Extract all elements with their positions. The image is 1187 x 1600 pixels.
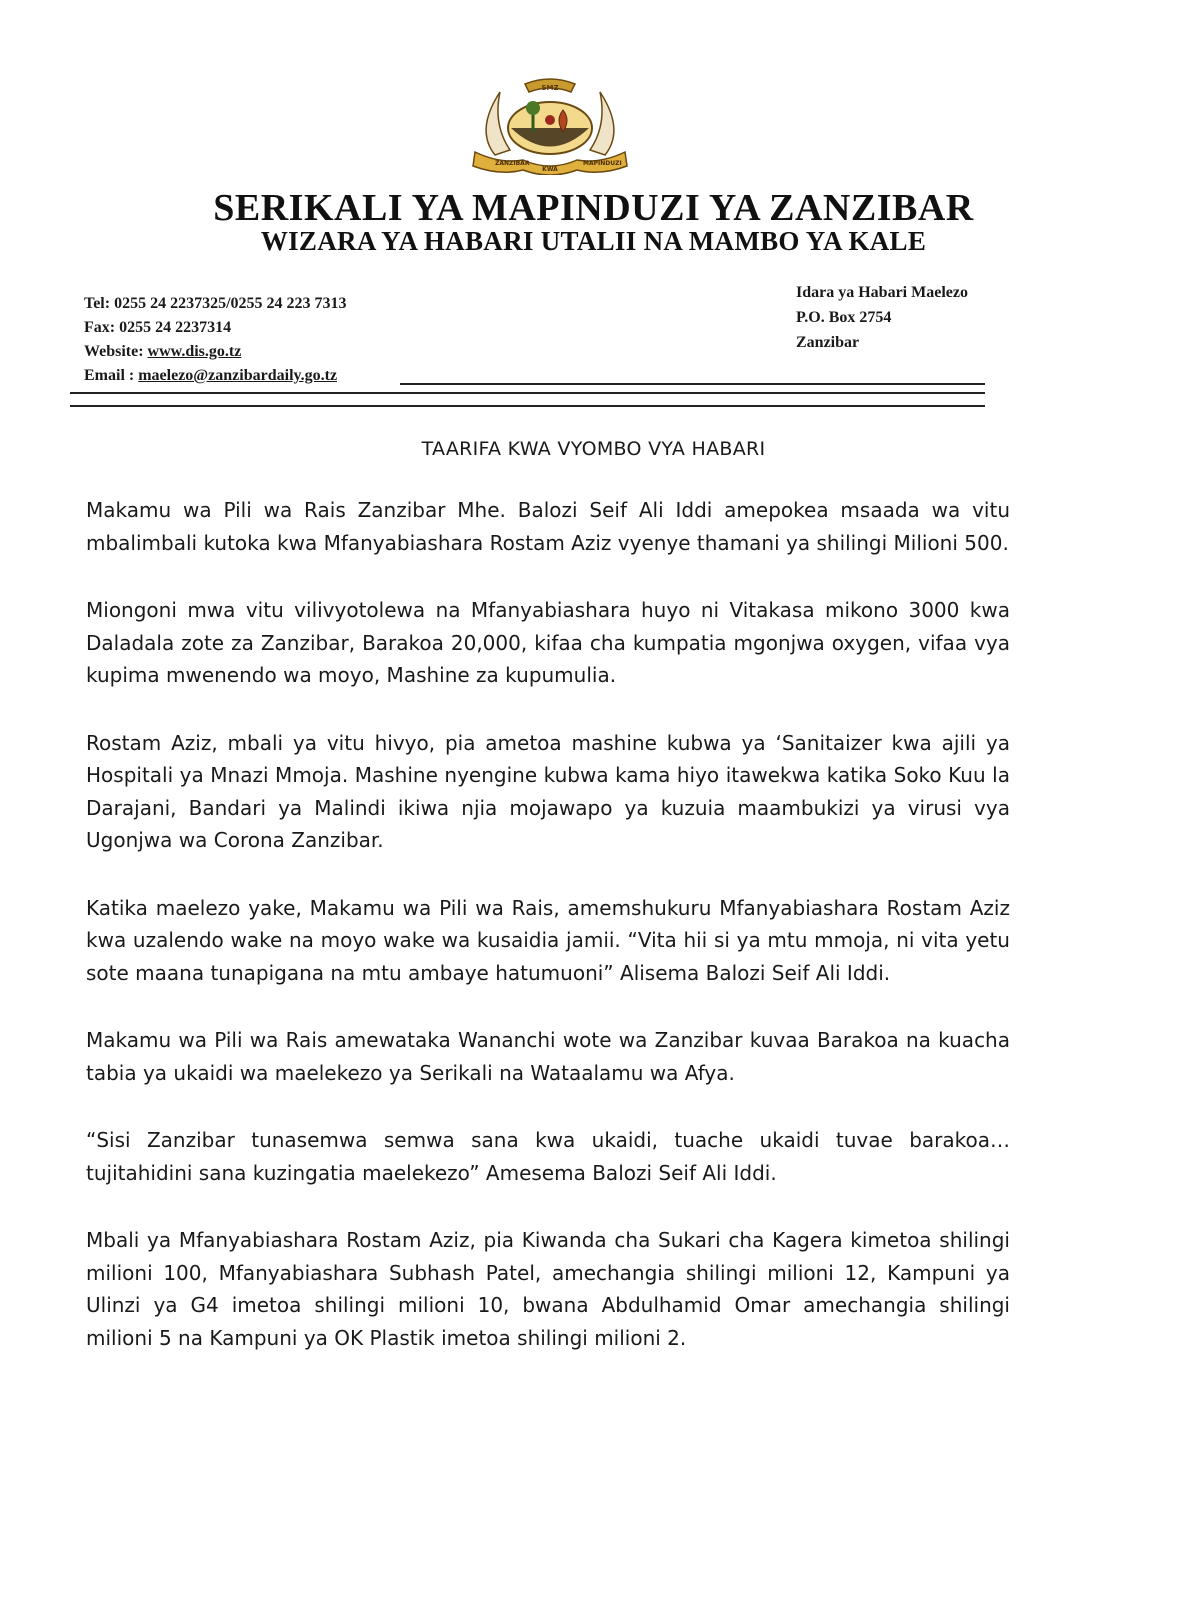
zanzibar-coat-of-arms-icon <box>455 70 645 175</box>
email-line <box>84 364 347 388</box>
website-line <box>84 340 347 364</box>
address-department: Idara ya Habari Maelezo <box>796 284 968 301</box>
emblem-banner-left: ZANZIBAR <box>495 160 530 167</box>
fax-line: Fax: 0255 24 2237314 <box>84 319 232 336</box>
paragraph: Makamu wa Pili wa Rais amewataka Wananchi wote wa Zanzibar kuvaa Barakoa na kuacha tabia ya ukaidi wa maelekezo ya Serikali na Wataalamu wa Afya. <box>86 1028 1010 1085</box>
header-divider <box>70 405 985 407</box>
address-city: Zanzibar <box>796 334 860 351</box>
paragraph: Katika maelezo yake, Makamu wa Pili wa Rais, amemshukuru Mfanyabiashara Rostam Aziz kwa uzalendo wake na moyo wake wa kusaidia jamii. “Vita hii si ya mtu mmoja, ni vita yetu sote maana tunapigana na mtu ambaye hatumuoni” Alisema Balozi Seif Ali Iddi. <box>86 895 1010 985</box>
address-block <box>796 280 968 355</box>
paragraph: Miongoni mwa vitu vilivyotolewa na Mfanyabiashara huyo ni Vitakasa mikono 3000 kwa Daladala zote za Zanzibar, Barakoa 20,000, kifaa cha kumpatia mgonjwa oxygen, vifaa vya kupima mwenendo wa moyo, Mashine za kupumulia. <box>86 598 1010 687</box>
header-divider <box>70 392 985 394</box>
website-label: Website: <box>84 343 148 360</box>
email-label: Email : <box>84 367 139 384</box>
press-release-body <box>86 494 1010 1354</box>
address-po-box: P.O. Box 2754 <box>796 309 892 326</box>
emblem-banner-right: MAPINDUZI <box>583 160 622 167</box>
ministry-title: WIZARA YA HABARI UTALII NA MAMBO YA KALE <box>260 226 927 256</box>
paragraph: Makamu wa Pili wa Rais Zanzibar Mhe. Balozi Seif Ali Iddi amepokea msaada wa vitu mbalimbali kutoka kwa Mfanyabiashara Rostam Aziz vyenye thamani ya shilingi Milioni 500. <box>86 498 1010 555</box>
paragraph: Mbali ya Mfanyabiashara Rostam Aziz, pia Kiwanda cha Sukari cha Kagera kimetoa shilingi milioni 100, Mfanyabiashara Subhash Patel, amechangia shilingi milioni 12, Kampuni ya Ulinzi ya G4 imetoa shilingi milioni 10, bwana Abdulhamid Omar amechangia shilingi milioni 5 na Kampuni ya OK Plastik imetoa shilingi milioni 2. <box>86 1228 1010 1350</box>
contact-block <box>84 292 347 388</box>
emblem-banner-center: KWA <box>542 166 558 173</box>
government-title: SERIKALI YA MAPINDUZI YA ZANZIBAR <box>213 187 974 229</box>
header-divider <box>400 383 985 385</box>
paragraph: Rostam Aziz, mbali ya vitu hivyo, pia ametoa mashine kubwa ya ‘Sanitaizer kwa ajili ya Hospitali ya Mnazi Mmoja. Mashine nyengine kubwa kama hiyo itawekwa katika Soko Kuu la Darajani, Bandari ya Malindi ikiwa njia mojawapo ya kuzuia maambukizi ya virusi vya Ugonjwa wa Corona Zanzibar. <box>86 730 1010 852</box>
email-link[interactable]: maelezo@zanzibardaily.go.tz <box>138 367 338 384</box>
website-link[interactable]: www.dis.go.tz <box>147 343 242 360</box>
document-heading: TAARIFA KWA VYOMBO VYA HABARI <box>421 438 766 460</box>
paragraph: “Sisi Zanzibar tunasemwa semwa sana kwa ukaidi, tuache ukaidi tuvae barakoa… tujitahidini sana kuzingatia maelekezo” Amesema Balozi Seif Ali Iddi. <box>86 1128 1010 1185</box>
tel-line: Tel: 0255 24 2237325/0255 24 223 7313 <box>84 295 347 312</box>
emblem-motto: SMZ <box>541 84 559 92</box>
